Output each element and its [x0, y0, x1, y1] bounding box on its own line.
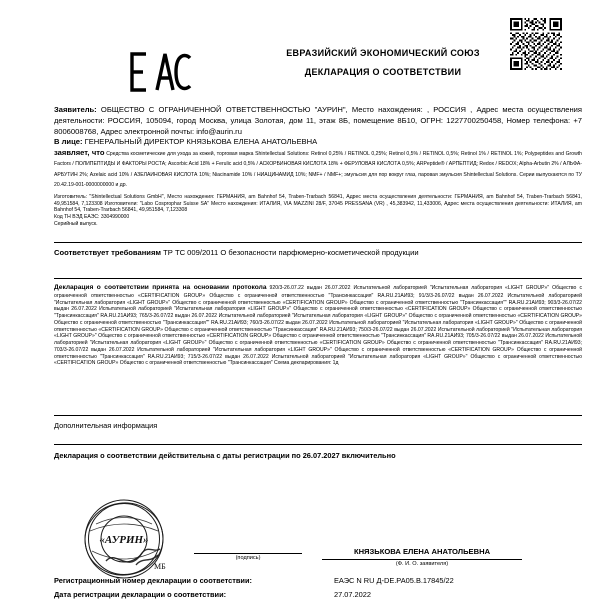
requirements-label: Соответствует требованиям [54, 248, 162, 257]
serial-release: Серийный выпуск. [54, 220, 98, 227]
registration-date-label: Дата регистрации декларации о соответствии: [54, 590, 227, 599]
divider-requirements-top [54, 242, 582, 243]
company-stamp [76, 491, 172, 587]
divider-protocol-top [54, 278, 582, 279]
protocol-label: Декларация о соответствии принята на основании протокола [54, 284, 267, 291]
requirements-text: ТР ТС 009/2011 О безопасности парфюмерно-косметической продукции [161, 248, 419, 257]
represented-by-text: ГЕНЕРАЛЬНЫЙ ДИРЕКТОР КНЯЗЬКОВА ЕЛЕНА АНАТОЛЬЕВНА [82, 137, 318, 147]
divider-addinfo-top [54, 415, 582, 416]
declares-label: заявляет, что [54, 148, 105, 157]
signer-line [322, 559, 522, 560]
declares-block [54, 148, 582, 190]
eac-mark-icon [126, 50, 196, 94]
registration-date-row [54, 590, 582, 599]
header-union-title: ЕВРАЗИЙСКИЙ ЭКОНОМИЧЕСКИЙ СОЮЗ [286, 48, 480, 58]
signature-line [194, 553, 302, 554]
divider-validity-top [54, 444, 582, 445]
validity-text: Декларация о соответствии действительна с даты регистрации по 26.07.2027 включительно [54, 451, 396, 460]
registration-date-value: 27.07.2022 [334, 590, 371, 599]
signature-caption: (подпись) [235, 555, 261, 561]
additional-info-label: Дополнительная информация [54, 421, 158, 430]
registration-number-value: ЕАЭС N RU Д-DE.РА05.В.17845/22 [334, 576, 454, 585]
applicant-text: ОБЩЕСТВО С ОГРАНИЧЕННОЙ ОТВЕТСТВЕННОСТЬЮ "АУРИН", Место нахождения: , РОССИЯ , Адрес места осуществления деятельности: РОССИЯ, 105094, город Москва, улица Золотая, дом 11, этаж 8Б, помещение 8Б10, ОГРН: 1227700250458, Номер телефона: +7 8006008768, Адрес электронной почты: info@aurin.ru [54, 105, 582, 136]
registration-number-label: Регистрационный номер декларации о соответствии: [54, 576, 252, 585]
applicant-block [54, 105, 582, 148]
signer-name: КНЯЗЬКОВА ЕЛЕНА АНАТОЛЬЕВНА [353, 547, 491, 556]
declares-text: Средства косметические для ухода за кожей, торговая марка Shintellectual Solutions: Retinol 0,25% / RETINOL 0,25%; Retinol 0,5% / RETINOL 0,5%; Retinol 1% / RETINOL 1%; Polypeptides and Growth Factors / ПОЛИПЕПТИДЫ И ФАКТОРЫ РОСТА; Ascorbic Acid 18% + Ferulic acid 0,5% / АСКОРБИНОВАЯ КИСЛОТА 18% + ФЕРУЛОВАЯ КИСЛОТА 0,5%; ARPeptide® / АРПЕПТИД; Redox / REDOX; Alpha-Arbutin 2% / АЛЬФА-АРБУТИН 2%; Azelaic acid 10% / АЗЕЛАИНОВАЯ КИСЛОТА 10%; Niacinamide 10% / НИАЦИНАМИД 10%; NMF+ / NMF+; эмульсия для пор вокруг глаз, паровая эмульсия Shintellectual Solutions. Серии выпускаются по ТУ 20.42.19-001-0000000000 и др. [54, 151, 582, 189]
document-header [218, 48, 548, 77]
represented-by-label: В лице: [54, 137, 83, 147]
applicant-label: Заявитель: [54, 105, 97, 114]
manufacturer-text: Изготовитель: "Shintellectual Solutions GmbH", Место нахождения: ГЕРМАНИЯ, am Bahnhof 54, Traben-Trarbach 56841, Адрес места осуществления деятельности: ГЕРМАНИЯ, am Bahnhof 54, Traben-Trarbach 56841, 49,951584, 7,123308 Изготовители: "Labo Cosprophar Suisse SA" Место нахождения: ИТАЛИЯ, VIA MAZZINI 28/F, 37045 PRESSANA (VR) , 45,383942, 11,433006, Адрес места осуществления деятельности: ИТАЛИЯ, am Bahnhof 54, Traben-Trarbach 56841, 49,951584, 7,123308 [54, 194, 582, 214]
manufacturer-block [54, 194, 582, 228]
stamp-company-name: «АУРИН» [99, 534, 149, 546]
additional-info-block [54, 421, 582, 430]
requirements-block [54, 248, 582, 259]
header-document-title: ДЕКЛАРАЦИЯ О СООТВЕТСТВИИ [304, 67, 462, 77]
tnved-code: Код ТН ВЭД ЕАЭС: 3304990000 [54, 214, 130, 221]
document-sheet [18, 8, 582, 599]
signature-area [54, 495, 582, 571]
stamp-initials: МБ [154, 562, 166, 571]
protocol-block [54, 284, 582, 367]
validity-block [54, 451, 582, 462]
protocol-text: 920/3-26.07.22 выдан 26.07.2022 Испытательной лабораторией "Испытательная лаборатория «LIGHT GROUP»" Общество с ограниченной ответственностью «CERTIFICATION GROUP» Общество с ограниченной ответственностью "Трансинкассация" RA.RU.21AИ93; 91/3/3-26.07/22 выдан 26.07.2022 Испытательной лабораторией "Испытательная лаборатория «LIGHT GROUP»" Общество с ограниченной ответственностью «CERTIFICATION GROUP» Общество с ограниченной ответственностью "Трансинкассация"" RA.RU.21AИ93; 903/3-26.07/22 выдан 26.07.2022 Испытательной лабораторией "Испытательная лаборатория «LIGHT GROUP»" Общество с ограниченной ответственностью «CERTIFICATION GROUP» Общество с ограниченной ответственностью "Трансинкассация" RA.RU.21AИ93; 765/3-26.07/22 выдан 26.07.2022 Испытательной лабораторией "Испытательная лаборатория «LIGHT GROUP»" Общество с ограниченной ответственностью «CERTIFICATION GROUP» Общество с ограниченной ответственностью "Трансинкассация"" RA.RU.21AИ93; 760/3-26.07/22 выдан 26.07.2022 Испытательной лабораторией "Испытательная лаборатория «LIGHT GROUP»" Общество с ограниченной ответственностью «CERTIFICATION GROUP» Общество с ограниченной ответственностью "Трансинкассация" RA.RU.21AИ93; 750/3-26.07/22 выдан 26.07.2022 Испытательной лабораторией "Испытательная лаборатория «LIGHT GROUP»" Общество с ограниченной ответственностью «CERTIFICATION GROUP» Общество с ограниченной ответственностью "Трансинкассация" RA.RU.21AИ93; 705/3-26.07/22 выдан 26.07.2022 Испытательной лабораторией "Испытательная лаборатория «LIGHT GROUP»" Общество с ограниченной ответственностью «CERTIFICATION GROUP» Общество с ограниченной ответственностью "Трансинкассация" RA.RU.21AИ93; 703/3-26.07/22 выдан 26.07.2022 Испытательной лабораторией "Испытательная лаборатория «LIGHT GROUP»" Общество с ограниченной ответственностью «CERTIFICATION GROUP» Общество с ограниченной ответственностью "Трансинкассация" RA.RU.21AИ93; 715/3-26.07/22 выдан 26.07.2022 Испытательной лабораторией "Испытательная лаборатория «LIGHT GROUP»" Общество с ограниченной ответственностью «CERTIFICATION GROUP» Общество с ограниченной ответственностью "Трансинкассация" Схема декларирования: 1д [54, 285, 582, 367]
registration-number-row [54, 576, 582, 585]
signer-caption: (Ф. И. О. заявителя) [395, 561, 449, 567]
